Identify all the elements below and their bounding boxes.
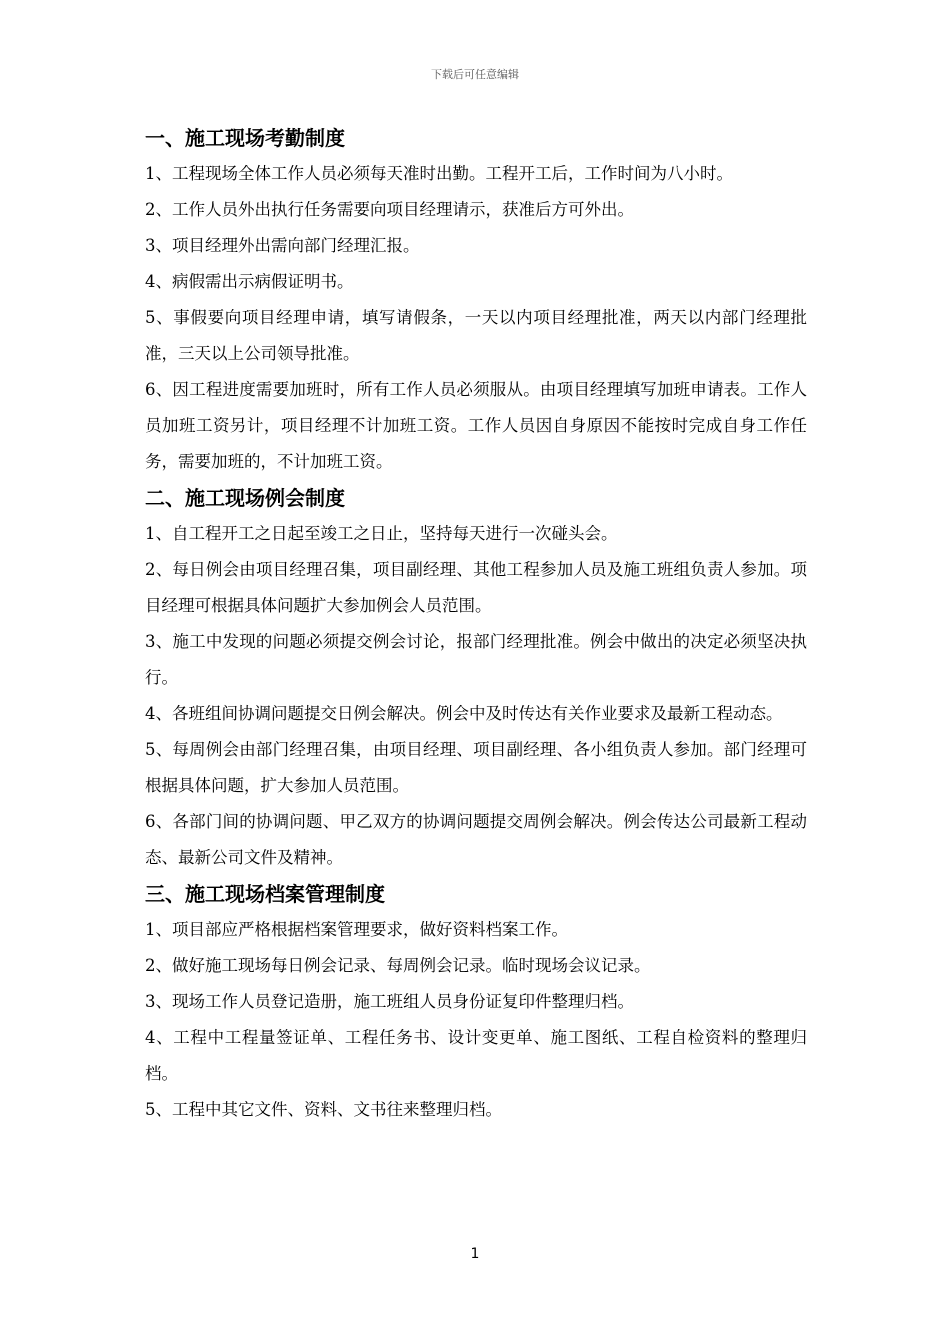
paragraph: 2、工作人员外出执行任务需要向项目经理请示，获准后方可外出。: [145, 200, 634, 219]
paragraph: 3、项目经理外出需向部门经理汇报。: [145, 236, 420, 255]
section-attendance: [145, 120, 807, 480]
section-title: 二、施工现场例会制度: [145, 486, 345, 510]
paragraph: 1、项目部应严格根据档案管理要求，做好资料档案工作。: [145, 920, 568, 939]
section-title: 一、施工现场考勤制度: [145, 126, 345, 150]
section-archives: [145, 876, 807, 1128]
paragraph: 3、施工中发现的问题必须提交例会讨论，报部门经理批准。例会中做出的决定必须坚决执行。: [145, 632, 807, 687]
paragraph: 4、工程中工程量签证单、工程任务书、设计变更单、施工图纸、工程自检资料的整理归档。: [145, 1028, 807, 1083]
page-header: 下载后可任意编辑: [431, 68, 519, 81]
document-body: [145, 120, 807, 1128]
paragraph: 5、每周例会由部门经理召集，由项目经理、项目副经理、各小组负责人参加。部门经理可根据具体问题，扩大参加人员范围。: [145, 740, 807, 795]
paragraph: 1、工程现场全体工作人员必须每天准时出勤。工程开工后，工作时间为八小时。: [145, 164, 733, 183]
paragraph: 5、工程中其它文件、资料、文书往来整理归档。: [145, 1100, 502, 1119]
paragraph: 4、病假需出示病假证明书。: [145, 272, 354, 291]
paragraph: 2、做好施工现场每日例会记录、每周例会记录。临时现场会议记录。: [145, 956, 651, 975]
paragraph: 3、现场工作人员登记造册，施工班组人员身份证复印件整理归档。: [145, 992, 634, 1011]
section-title: 三、施工现场档案管理制度: [145, 882, 385, 906]
paragraph: 6、各部门间的协调问题、甲乙双方的协调问题提交周例会解决。例会传达公司最新工程动态、最新公司文件及精神。: [145, 812, 807, 867]
page-number: 1: [470, 1246, 480, 1262]
paragraph: 2、每日例会由项目经理召集，项目副经理、其他工程参加人员及施工班组负责人参加。项目经理可根据具体问题扩大参加例会人员范围。: [145, 560, 807, 615]
paragraph: 6、因工程进度需要加班时，所有工作人员必须服从。由项目经理填写加班申请表。工作人员加班工资另计，项目经理不计加班工资。工作人员因自身原因不能按时完成自身工作任务，需要加班的，不计加班工资。: [145, 380, 807, 471]
paragraph: 5、事假要向项目经理申请，填写请假条，一天以内项目经理批准，两天以内部门经理批准，三天以上公司领导批准。: [145, 308, 807, 363]
section-meetings: [145, 480, 807, 876]
paragraph: 1、自工程开工之日起至竣工之日止，坚持每天进行一次碰头会。: [145, 524, 618, 543]
paragraph: 4、各班组间协调问题提交日例会解决。例会中及时传达有关作业要求及最新工程动态。: [145, 704, 783, 723]
